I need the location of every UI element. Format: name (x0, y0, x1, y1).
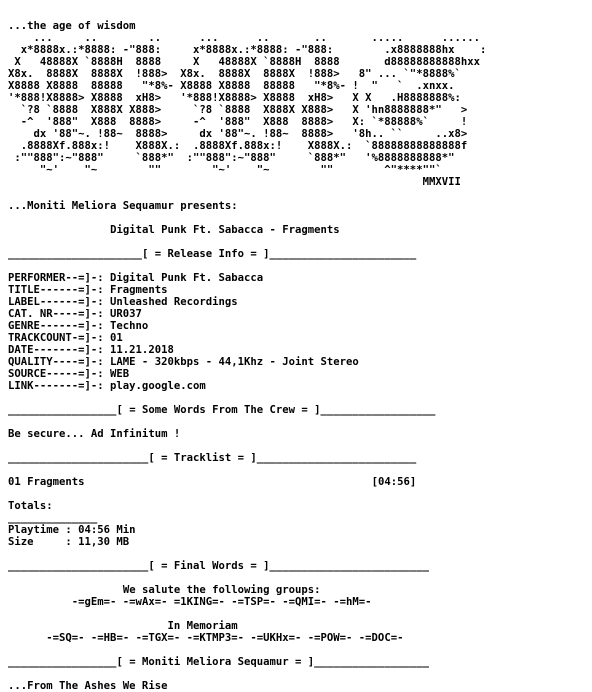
blank-line (8, 464, 592, 476)
info-label: LABEL------=]-: Unleashed Recordings (8, 296, 238, 308)
section-title-crew-words: [ = Some Words From The Crew = ] (116, 404, 321, 416)
memoriam-heading-line (8, 620, 592, 632)
blank-line (8, 440, 592, 452)
totals-underline: ______________ (8, 512, 98, 524)
info-performer: PERFORMER--=]-: Digital Punk Ft. Sabacca (8, 272, 264, 284)
totals-label: Totals: (8, 500, 53, 512)
info-title: TITLE------=]-: Fragments (8, 284, 168, 296)
section-header-tracklist: ______________________[ = Tracklist = ]_________________________ (8, 452, 417, 464)
memoriam-groups: -=SQ=- -=HB=- -=TGX=- -=KTMP3=- -=UKHx=- -=POW=- -=DOC=- (46, 632, 404, 644)
blank-line (8, 236, 592, 248)
blank-line (8, 644, 592, 656)
info-trackcount: TRACKCOUNT-=]-: 01 (8, 332, 123, 344)
salute-heading-line (8, 584, 592, 596)
blank-line (8, 608, 592, 620)
tagline: ...the age of wisdom (8, 20, 136, 32)
blank-line (8, 260, 592, 272)
section-header-final-words: ______________________[ = Final Words = ]_________________________ (8, 560, 429, 572)
info-source: SOURCE-----=]-: WEB (8, 368, 130, 380)
info-cat-nr: CAT. NR----=]-: UR037 (8, 308, 142, 320)
blank-line (8, 668, 592, 680)
blank-line (8, 188, 592, 200)
release-title-line (8, 224, 592, 236)
blank-line (8, 488, 592, 500)
section-header-crew-words: _________________[ = Some Words From The Crew = ]__________________ (8, 404, 436, 416)
memoriam-heading: In Memoriam (167, 620, 238, 632)
section-title-final-words: [ = Final Words = ] (148, 560, 270, 572)
blank-line (8, 572, 592, 584)
release-title: Digital Punk Ft. Sabacca - Fragments (110, 224, 340, 236)
info-quality: QUALITY----=]-: LAME - 320kbps - 44,1Khz - Joint Stereo (8, 356, 359, 368)
section-title-group-footer: [ = Moniti Meliora Sequamur = ] (116, 656, 315, 668)
totals-playtime: Playtime : 04:56 Min (8, 524, 136, 536)
blank-line (8, 416, 592, 428)
blank-line (8, 212, 592, 224)
salute-groups-line (8, 596, 592, 608)
section-header-group-footer: _________________[ = Moniti Meliora Sequamur = ]__________________ (8, 656, 429, 668)
section-title-release-info: [ = Release Info = ] (141, 248, 270, 260)
salute-groups: -=gEm=- -=wAx=- =1KING=- -=TSP=- -=QMI=- -=hM=- (71, 596, 372, 608)
track-duration: [04:56] (371, 476, 417, 488)
track-row (8, 476, 592, 488)
memoriam-groups-line (8, 632, 592, 644)
ascii-logo: ... .. .. ... .. .. ..... ...... x*8888x.:*8888: -"888: x*8888x.:*8888: -"888: .x8888888hx : X 48888X `8888H 8888 X 48888X `8888H 8888 d88888888888hxx X8x. 8888X 8888X !888> X8x. 8888X 8888X !888> 8" ... `"*8888%` X8888 X8888 88888 "*8%- X8888 X8888 88888 "*8%- ! " ` .xnxx. '*888!X8888> X8888 xH8> '*888!X8888> X8888 xH8> X X .H8888888%: `?8 `8888 X888X X888> `?8 `8888 X888X X888> X 'hn8888888*" > -^ '888" X888 8888> -^ '888" X888 8888> X: `*88888%` ! dx '88"~. !88~ 8888> dx '88"~. !88~ 8888> '8h.. `` ..x8> .8888Xf.888x:! X888X.: .8888Xf.888x:! X888X.: `88888888888888f :""888":~"888" `888*" :""888":~"888" `888*" '%8888888888*" "~' "~ "" "~' "~ "" ^"****""` MMXVII (8, 32, 487, 188)
presents-line: ...Moniti Meliora Sequamur presents: (8, 200, 238, 212)
track-name: Fragments (27, 476, 85, 488)
blank-line (8, 548, 592, 560)
info-link: LINK-------=]-: play.google.com (8, 380, 206, 392)
closing-line: ...From The Ashes We Rise (8, 680, 168, 692)
salute-heading: We salute the following groups: (122, 584, 321, 596)
section-title-tracklist: [ = Tracklist = ] (148, 452, 257, 464)
crew-words-text: Be secure... Ad Infinitum ! (8, 428, 181, 440)
section-header-release-info: _____________________[ = Release Info = ]_______________________ (8, 248, 417, 260)
info-genre: GENRE------=]-: Techno (8, 320, 149, 332)
blank-line (8, 392, 592, 404)
totals-size: Size : 11,30 MB (8, 536, 130, 548)
track-number: 01 (8, 476, 21, 488)
info-date: DATE-------=]-: 11.21.2018 (8, 344, 174, 356)
